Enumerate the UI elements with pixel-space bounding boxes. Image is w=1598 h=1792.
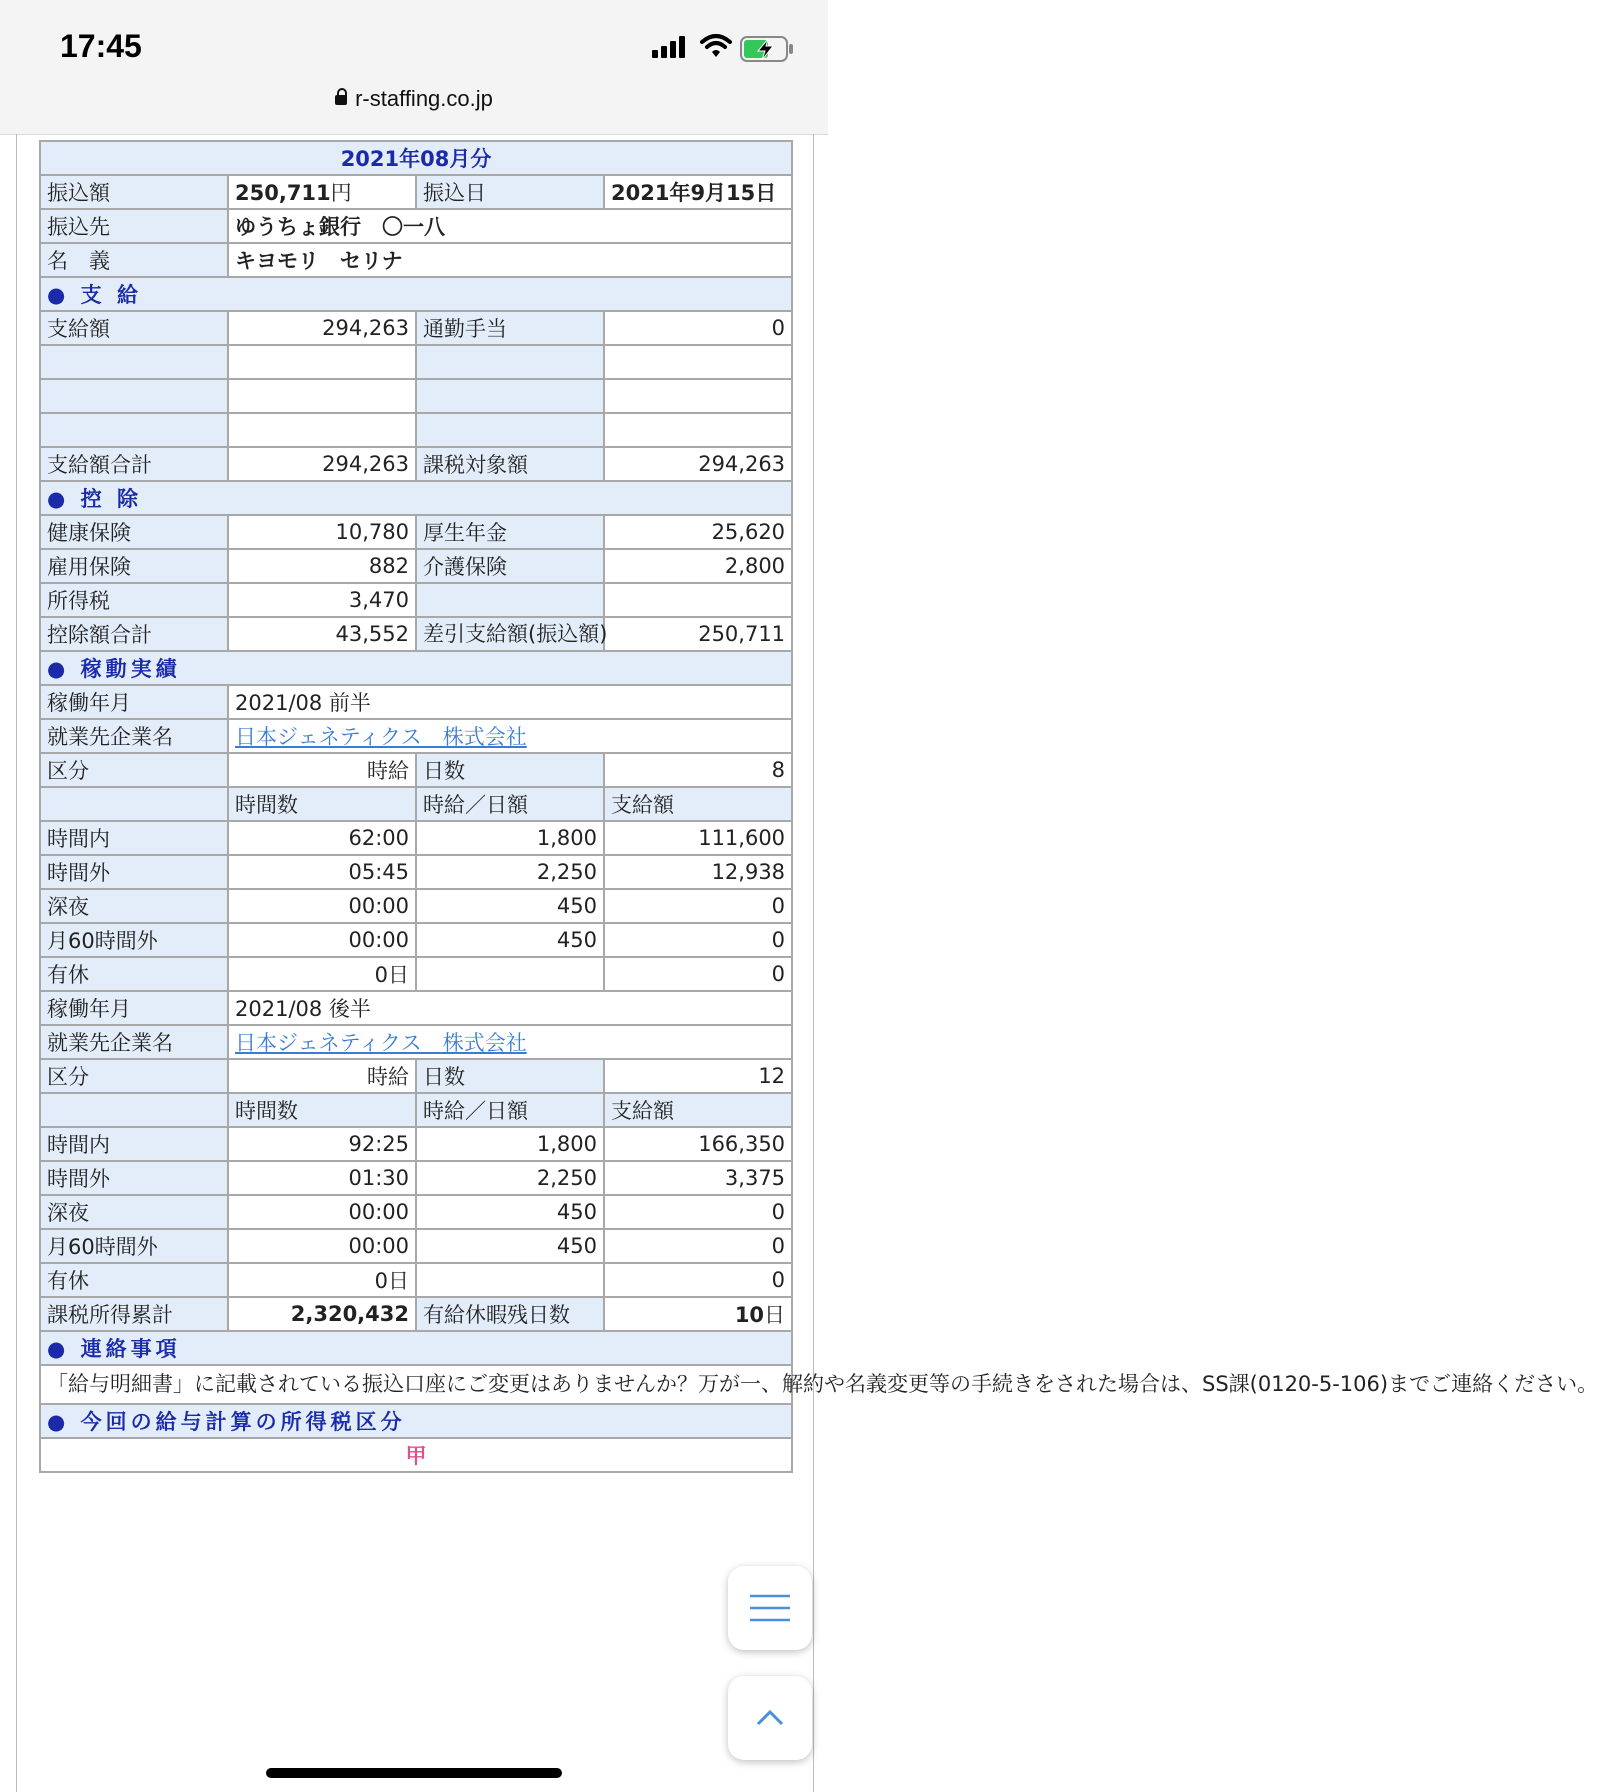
battery-charging-icon [740, 36, 796, 62]
pay-value: 294,263 [228, 311, 416, 345]
kubun-value: 時給 [228, 1059, 416, 1093]
deduct-total-value: 43,552 [228, 617, 416, 651]
days-label: 日数 [416, 753, 604, 787]
transfer-amount-cell [228, 175, 416, 209]
work-row-label: 時間内 [40, 1127, 228, 1161]
work-hours: 0日 [228, 1263, 416, 1297]
commute-label: 通勤手当 [416, 311, 604, 345]
clock: 17:45 [60, 28, 142, 64]
tax-section-title: 今回の給与計算の所得税区分 [80, 1410, 406, 1434]
url-text: r-staffing.co.jp [355, 86, 493, 111]
pay-row [40, 311, 792, 345]
home-indicator[interactable] [266, 1768, 562, 1778]
employer-link[interactable]: 日本ジェネティクス 株式会社 [235, 725, 527, 749]
account-name-label: 名 義 [40, 243, 228, 277]
kubun-label: 区分 [40, 753, 228, 787]
work-rate: 2,250 [416, 1161, 604, 1195]
work-pay: 0 [604, 889, 792, 923]
deduct-section-title: 控 除 [80, 487, 142, 511]
yen-unit: 円 [330, 181, 352, 205]
work-hours: 00:00 [228, 1195, 416, 1229]
work-rate: 450 [416, 1195, 604, 1229]
account-name-row [40, 243, 792, 277]
pay-label: 支給額 [40, 311, 228, 345]
status-bar [0, 0, 828, 135]
kubun-row [40, 1059, 792, 1093]
deduct-row [40, 583, 792, 617]
work-hours: 00:00 [228, 1229, 416, 1263]
work-month-value: 2021/08 前半 [228, 685, 792, 719]
pay-header: 支給額 [604, 1093, 792, 1127]
days-value: 12 [604, 1059, 792, 1093]
account-name-value: キヨモリ セリナ [228, 243, 792, 277]
work-pay: 12,938 [604, 855, 792, 889]
work-row-label: 有休 [40, 1263, 228, 1297]
income-tax-label: 所得税 [40, 583, 228, 617]
scroll-top-button[interactable] [728, 1676, 812, 1760]
work-pay: 0 [604, 1195, 792, 1229]
transfer-amount-value: 250,711 [235, 181, 331, 205]
pay-section-header: ● 支 給 [40, 277, 792, 311]
taxable-cumulative-label: 課税所得累計 [40, 1297, 228, 1331]
income-tax-value: 3,470 [228, 583, 416, 617]
work-row [40, 1229, 792, 1263]
transfer-amount-row [40, 175, 792, 209]
work-hours: 00:00 [228, 923, 416, 957]
work-hours: 01:30 [228, 1161, 416, 1195]
care-insurance-label: 介護保険 [416, 549, 604, 583]
hamburger-icon [728, 1566, 812, 1650]
work-hours: 62:00 [228, 821, 416, 855]
period-title: 2021年08月分 [40, 141, 792, 175]
taxable-cumulative-value: 2,320,432 [228, 1297, 416, 1331]
chevron-up-icon [728, 1676, 812, 1760]
empty-row [40, 379, 792, 413]
empty-row [40, 345, 792, 379]
employment-insurance-label: 雇用保険 [40, 549, 228, 583]
transfer-amount-label: 振込額 [40, 175, 228, 209]
rate-header: 時給／日額 [416, 787, 604, 821]
transfer-dest-value: ゆうちょ銀行 〇一八 [228, 209, 792, 243]
work-row-label: 時間外 [40, 855, 228, 889]
empty-row [40, 413, 792, 447]
employer-row [40, 1025, 792, 1059]
work-row-label: 月60時間外 [40, 1229, 228, 1263]
hours-header: 時間数 [228, 1093, 416, 1127]
employer-label: 就業先企業名 [40, 719, 228, 753]
work-rate: 450 [416, 1229, 604, 1263]
work-pay: 3,375 [604, 1161, 792, 1195]
deduct-section-header: ● 控 除 [40, 481, 792, 515]
work-row-label: 有休 [40, 957, 228, 991]
pension-label: 厚生年金 [416, 515, 604, 549]
deduct-row [40, 515, 792, 549]
pay-total-label: 支給額合計 [40, 447, 228, 481]
employer-link[interactable]: 日本ジェネティクス 株式会社 [235, 1031, 527, 1055]
page-content[interactable] [16, 134, 1598, 1792]
work-pay: 0 [604, 1263, 792, 1297]
employer-row [40, 719, 792, 753]
notice-text: 「給与明細書」に記載されている振込口座にご変更はありませんか？万が一、解約や名義変更等の手続きをされた場合は、SS課(0120-5-106)までご連絡ください。 [40, 1365, 792, 1404]
kubun-value: 時給 [228, 753, 416, 787]
tax-class-value: 甲 [40, 1438, 792, 1472]
work-row [40, 957, 792, 991]
transfer-date-label: 振込日 [416, 175, 604, 209]
menu-button[interactable] [728, 1566, 812, 1650]
pay-section-row [40, 277, 792, 311]
work-pay: 166,350 [604, 1127, 792, 1161]
work-month-row [40, 685, 792, 719]
work-month-label: 稼働年月 [40, 685, 228, 719]
work-rate: 1,800 [416, 821, 604, 855]
net-pay-value: 250,711 [604, 617, 792, 651]
employer-cell [228, 1025, 792, 1059]
pay-section-title: 支 給 [80, 283, 142, 307]
paid-leave-cell [604, 1297, 792, 1331]
work-rate: 450 [416, 889, 604, 923]
kubun-label: 区分 [40, 1059, 228, 1093]
work-month-row [40, 991, 792, 1025]
work-section-title: 稼動実績 [80, 657, 181, 681]
day-unit: 日 [764, 1303, 786, 1327]
address-bar[interactable] [0, 86, 828, 112]
kubun-row [40, 753, 792, 787]
commute-value: 0 [604, 311, 792, 345]
pay-total-row [40, 447, 792, 481]
deduct-section-row [40, 481, 792, 515]
notice-section-header: ● 連絡事項 [40, 1331, 792, 1365]
days-value: 8 [604, 753, 792, 787]
tax-section-header: ● 今回の給与計算の所得税区分 [40, 1404, 792, 1438]
tax-section-row [40, 1404, 792, 1438]
transfer-date-value: 2021年9月15日 [604, 175, 792, 209]
work-row [40, 1161, 792, 1195]
signal-icon [652, 36, 688, 58]
work-rate: 450 [416, 923, 604, 957]
taxable-value: 294,263 [604, 447, 792, 481]
work-hours: 92:25 [228, 1127, 416, 1161]
work-section-row [40, 651, 792, 685]
work-row-label: 深夜 [40, 1195, 228, 1229]
health-insurance-value: 10,780 [228, 515, 416, 549]
work-pay: 0 [604, 923, 792, 957]
hours-header: 時間数 [228, 787, 416, 821]
summary-row [40, 1297, 792, 1331]
work-rate [416, 957, 604, 991]
pension-value: 25,620 [604, 515, 792, 549]
work-row-label: 時間外 [40, 1161, 228, 1195]
period-row [40, 141, 792, 175]
work-row [40, 1127, 792, 1161]
work-month-label: 稼働年月 [40, 991, 228, 1025]
paid-leave-value: 10 [734, 1303, 765, 1327]
payslip-table [39, 140, 1598, 1473]
work-header-row [40, 787, 792, 821]
work-row [40, 1263, 792, 1297]
care-insurance-value: 2,800 [604, 549, 792, 583]
health-insurance-label: 健康保険 [40, 515, 228, 549]
deduct-total-row [40, 617, 792, 651]
notice-section-title: 連絡事項 [80, 1337, 181, 1361]
employer-cell [228, 719, 792, 753]
employer-label: 就業先企業名 [40, 1025, 228, 1059]
work-rate: 1,800 [416, 1127, 604, 1161]
work-header-row [40, 1093, 792, 1127]
notice-section-row [40, 1331, 792, 1365]
days-label: 日数 [416, 1059, 604, 1093]
employment-insurance-value: 882 [228, 549, 416, 583]
pay-total-value: 294,263 [228, 447, 416, 481]
work-row [40, 889, 792, 923]
work-rate [416, 1263, 604, 1297]
lock-icon [335, 95, 347, 105]
work-pay: 111,600 [604, 821, 792, 855]
work-hours: 0日 [228, 957, 416, 991]
work-hours: 00:00 [228, 889, 416, 923]
paid-leave-label: 有給休暇残日数 [416, 1297, 604, 1331]
rate-header: 時給／日額 [416, 1093, 604, 1127]
work-row [40, 821, 792, 855]
work-rate: 2,250 [416, 855, 604, 889]
work-row [40, 923, 792, 957]
work-month-value: 2021/08 後半 [228, 991, 792, 1025]
pay-header: 支給額 [604, 787, 792, 821]
work-hours: 05:45 [228, 855, 416, 889]
wifi-icon [700, 34, 732, 58]
work-section-header: ● 稼動実績 [40, 651, 792, 685]
work-row-label: 時間内 [40, 821, 228, 855]
deduct-total-label: 控除額合計 [40, 617, 228, 651]
notice-row [40, 1365, 792, 1404]
taxable-label: 課税対象額 [416, 447, 604, 481]
tax-row [40, 1438, 792, 1472]
transfer-dest-row [40, 209, 792, 243]
work-row [40, 1195, 792, 1229]
work-pay: 0 [604, 957, 792, 991]
transfer-dest-label: 振込先 [40, 209, 228, 243]
work-row-label: 深夜 [40, 889, 228, 923]
work-pay: 0 [604, 1229, 792, 1263]
work-row [40, 855, 792, 889]
work-row-label: 月60時間外 [40, 923, 228, 957]
net-pay-label: 差引支給額(振込額) [416, 617, 604, 651]
deduct-row [40, 549, 792, 583]
